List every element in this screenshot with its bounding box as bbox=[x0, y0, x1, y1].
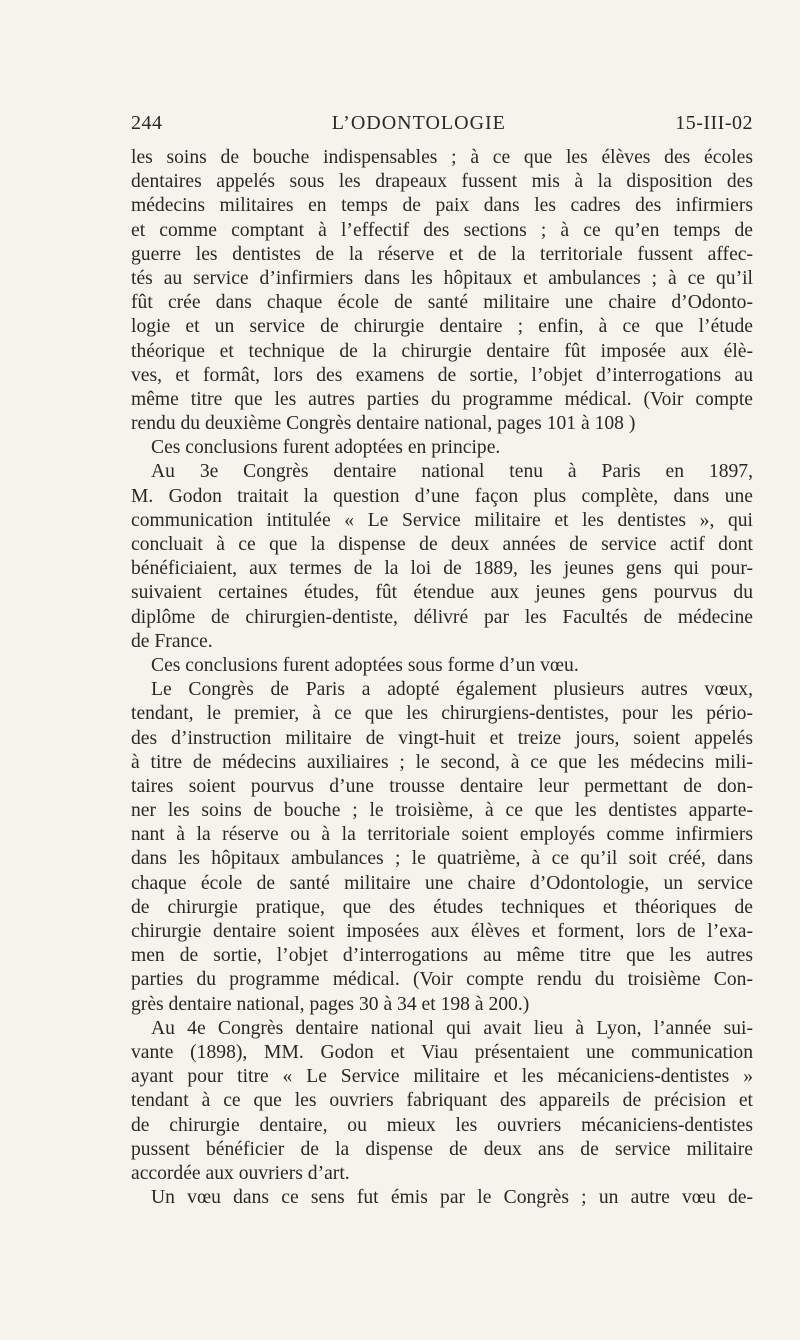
text-line: pussent bénéficier de la dispense de deux ans de service militaire bbox=[131, 1138, 753, 1160]
text-line: dentaires appelés sous les drapeaux fussent mis à la disposition des bbox=[131, 171, 753, 193]
text-line: des d’instruction militaire de vingt-huit et treize jours, soient appelés bbox=[131, 727, 753, 749]
text-line: taires soient pourvus d’une trousse dentaire leur permettant de don- bbox=[131, 775, 753, 797]
text-line: Un vœu dans ce sens fut émis par le Congrès ; un autre vœu de- bbox=[151, 1187, 753, 1209]
text-line: M. Godon traitait la question d’une façon plus complète, dans une bbox=[131, 485, 753, 507]
text-line: ves, et formât, lors des examens de sortie, l’objet d’interrogations au bbox=[131, 364, 753, 386]
page-number: 244 bbox=[131, 112, 163, 134]
text-line: fût crée dans chaque école de santé militaire une chaire d’Odonto- bbox=[131, 292, 753, 314]
text-line: théorique et technique de la chirurgie dentaire fût imposée aux élè- bbox=[131, 340, 753, 362]
text-line: chirurgie dentaire soient imposées aux élèves et forment, lors de l’exa- bbox=[131, 921, 753, 942]
text-line: même titre que les autres parties du programme médical. (Voir compte bbox=[131, 388, 753, 410]
text-line: vante (1898), MM. Godon et Viau présentaient une communication bbox=[131, 1041, 753, 1063]
text-line: concluait à ce que la dispense de deux années de service actif dont bbox=[131, 534, 753, 555]
text-line: Ces conclusions furent adoptées sous forme d’un vœu. bbox=[151, 654, 579, 676]
text-line: ner les soins de bouche ; le troisième, à ce que les dentistes apparte- bbox=[131, 800, 753, 822]
text-line: parties du programme médical. (Voir compte rendu du troisième Con- bbox=[131, 969, 753, 991]
body-text bbox=[131, 146, 753, 1210]
text-line: accordée aux ouvriers d’art. bbox=[131, 1162, 350, 1184]
text-line: grès dentaire national, pages 30 à 34 et 198 à 200.) bbox=[131, 993, 530, 1015]
text-line: Le Congrès de Paris a adopté également plusieurs autres vœux, bbox=[151, 679, 753, 701]
text-line: médecins militaires en temps de paix dans les cadres des infirmiers bbox=[131, 195, 753, 217]
text-line: tés au service d’infirmiers dans les hôpitaux et ambulances ; à ce qu’il bbox=[131, 267, 753, 289]
page-header bbox=[131, 112, 753, 135]
text-line: à titre de médecins auxiliaires ; le second, à ce que les médecins mili- bbox=[131, 751, 753, 773]
text-line: tendant à ce que les ouvriers fabriquant des appareils de précision et bbox=[131, 1090, 753, 1112]
text-line: bénéficiaient, aux termes de la loi de 1889, les jeunes gens qui pour- bbox=[131, 558, 753, 580]
journal-title: L’ODONTOLOGIE bbox=[331, 112, 506, 134]
text-line: ayant pour titre « Le Service militaire et les mécaniciens-dentistes » bbox=[131, 1066, 753, 1088]
text-line: communication intitulée « Le Service militaire et les dentistes », qui bbox=[131, 509, 753, 531]
text-line: guerre les dentistes de la réserve et de la territoriale fussent affec- bbox=[131, 243, 753, 265]
text-line: suivaient certaines études, fût étendue aux jeunes gens pourvus du bbox=[131, 582, 753, 604]
text-line: rendu du deuxième Congrès dentaire national, pages 101 à 108 ) bbox=[131, 413, 636, 435]
text-line: de chirurgie pratique, que des études techniques et théoriques de bbox=[131, 896, 753, 918]
text-line: logie et un service de chirurgie dentaire ; enfin, à ce que l’étude bbox=[131, 316, 753, 338]
text-line: nant à la réserve ou à la territoriale soient employés comme infirmiers bbox=[131, 824, 753, 846]
text-line: Ces conclusions furent adoptées en principe. bbox=[151, 437, 501, 459]
text-line: tendant, le premier, à ce que les chirurgiens-dentistes, pour les pério- bbox=[131, 703, 753, 725]
text-line: les soins de bouche indispensables ; à ce que les élèves des écoles bbox=[131, 147, 753, 168]
text-line: dans les hôpitaux ambulances ; le quatrième, à ce qu’il soit créé, dans bbox=[131, 848, 753, 870]
text-line: et comme comptant à l’effectif des sections ; à ce qu’en temps de bbox=[131, 219, 753, 241]
issue-date: 15-III-02 bbox=[675, 112, 753, 134]
text-line: Au 3e Congrès dentaire national tenu à Paris en 1897, bbox=[151, 461, 753, 483]
text-line: de France. bbox=[131, 630, 213, 652]
text-line: chaque école de santé militaire une chaire d’Odontologie, un service bbox=[131, 872, 753, 894]
text-line: Au 4e Congrès dentaire national qui avait lieu à Lyon, l’année sui- bbox=[151, 1017, 753, 1039]
text-line: de chirurgie dentaire, ou mieux les ouvriers mécaniciens-dentistes bbox=[131, 1114, 753, 1136]
text-line: diplôme de chirurgien-dentiste, délivré par les Facultés de médecine bbox=[131, 606, 753, 628]
text-line: men de sortie, l’objet d’interrogations au même titre que les autres bbox=[131, 945, 753, 967]
